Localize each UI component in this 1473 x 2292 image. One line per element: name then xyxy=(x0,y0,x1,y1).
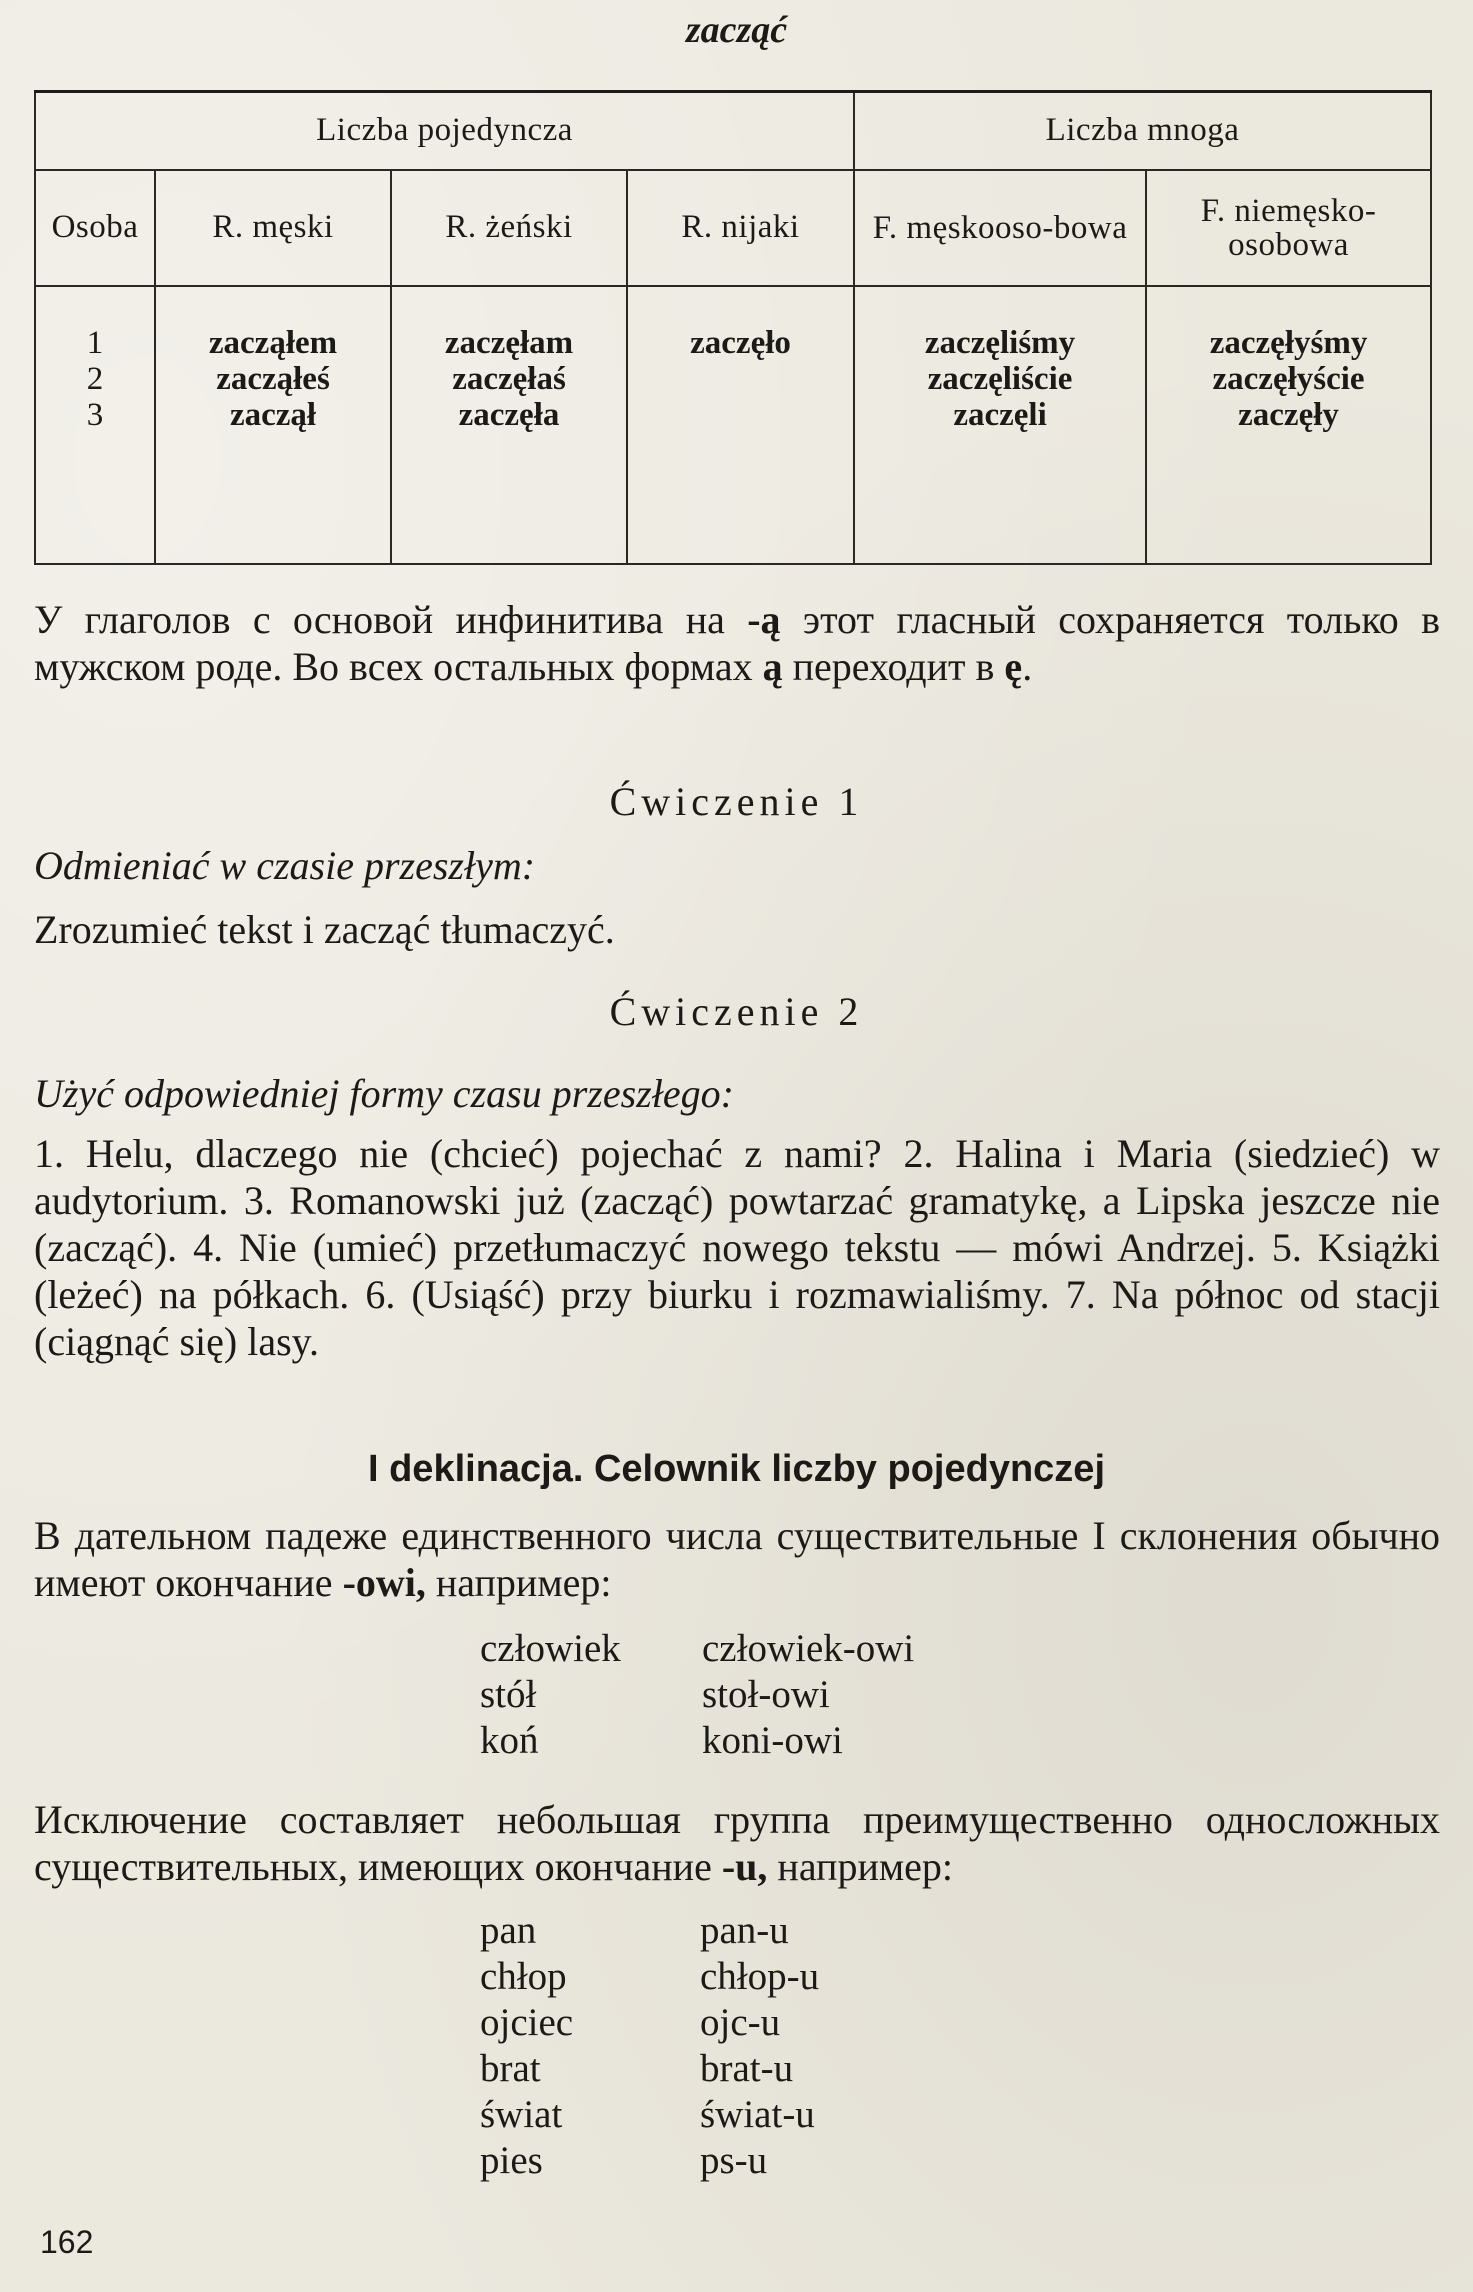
exercise-2-text: 1. Helu, dlaczego nie (chcieć) pojechać z nami? 2. Halina i Maria (siedzieć) w audytorium. 3. Romanowski już (zacząć) powtarzać gramatykę, a Lipska jeszcze nie (zacząć). 4. Nie (umieć) przetłumaczyć nowego tekstu — mówi Andrzej. 5. Książki (leżeć) na półkach. 6. (Usiąść) przy biurku i rozmawialiśmy. 7. Na północ od stacji (ciągnąć się) lasy. xyxy=(34,1131,1440,1364)
section-intro xyxy=(34,1512,1440,1606)
cell-masculine-personal-forms xyxy=(854,286,1146,564)
example-row xyxy=(480,2046,819,2092)
example-base: człowiek xyxy=(480,1627,621,1670)
rule-note-part2: этот гласный сохраняется только в мужском роде. Во всех остальных формах xyxy=(34,597,1440,689)
section-intro-ending: -owi, xyxy=(342,1560,426,1605)
header-feminine: R. żeński xyxy=(391,170,627,286)
person-3: 3 xyxy=(86,396,104,433)
form-masc-2: zacząłeś xyxy=(216,360,330,397)
exercise-1-instruction: Odmieniać w czasie przeszłym: xyxy=(34,843,536,888)
examples-owi xyxy=(480,1626,914,1764)
form-pl-mp-2: zaczęliście xyxy=(927,360,1073,397)
examples-u xyxy=(480,1908,819,2184)
header-neuter: R. nijaki xyxy=(627,170,854,286)
example-base: brat xyxy=(480,2047,541,2090)
exception-note xyxy=(34,1796,1440,1890)
section-intro-part2: например: xyxy=(425,1560,612,1605)
header-singular: Liczba pojedyncza xyxy=(35,92,854,170)
exception-part2: например: xyxy=(767,1844,954,1889)
example-row xyxy=(480,1672,914,1718)
cell-non-masculine-forms xyxy=(1146,286,1431,564)
header-masculine-personal-text: F. męskooso-bowa xyxy=(872,209,1128,246)
example-base: chłop xyxy=(480,1955,567,1998)
example-dative: koni-owi xyxy=(702,1719,843,1762)
header-masculine-personal xyxy=(854,170,1146,286)
form-pl-nm-2: zaczęłyście xyxy=(1212,360,1365,397)
exercise-1-title: Ćwiczenie 1 xyxy=(609,779,864,824)
example-dative: świat-u xyxy=(700,2093,815,2136)
person-1: 1 xyxy=(86,324,104,361)
form-pl-nm-1: zaczęłyśmy xyxy=(1209,324,1368,361)
example-base: pan xyxy=(480,1909,537,1952)
section-heading: I deklinacja. Celownik liczby pojedynczej xyxy=(367,1448,1105,1490)
example-base: świat xyxy=(480,2093,563,2136)
form-pl-mp-3: zaczęli xyxy=(953,396,1047,433)
cell-neuter-forms xyxy=(627,286,854,564)
page-number: 162 xyxy=(40,2224,94,2260)
form-pl-nm-3: zaczęły xyxy=(1238,396,1339,433)
example-base: stół xyxy=(480,1673,537,1716)
example-row xyxy=(480,1626,914,1672)
form-fem-3: zaczęła xyxy=(458,396,560,433)
header-non-masculine xyxy=(1146,170,1431,286)
example-dative: ojc-u xyxy=(700,2001,781,2044)
form-fem-2: zaczęłaś xyxy=(452,360,566,397)
form-neut-3: zaczęło xyxy=(690,324,791,361)
example-dative: stoł-owi xyxy=(702,1673,830,1716)
example-base: koń xyxy=(480,1719,539,1762)
rule-note-part1: У глаголов с основой инфинитива на xyxy=(34,597,748,642)
cell-feminine-forms xyxy=(391,286,627,564)
example-base: ojciec xyxy=(480,2001,574,2044)
rule-note xyxy=(34,596,1440,690)
cell-persons xyxy=(35,286,155,564)
example-dative: ps-u xyxy=(700,2139,768,2182)
exercise-2-title: Ćwiczenie 2 xyxy=(609,989,864,1034)
page-header-verb: zacząć xyxy=(685,9,788,51)
example-row xyxy=(480,2092,819,2138)
exception-part1: Исключение составляет небольшая группа преимущественно односложных существительных, имеющих окончание xyxy=(34,1797,1440,1889)
rule-note-part3: переходит в xyxy=(782,644,1005,689)
exercise-2-instruction: Użyć odpowiedniej formy czasu przeszłego: xyxy=(34,1071,734,1116)
exercise-1-text: Zrozumieć tekst i zacząć tłumaczyć. xyxy=(34,907,615,952)
rule-note-target: ę xyxy=(1004,644,1023,689)
header-person: Osoba xyxy=(35,170,155,286)
person-2: 2 xyxy=(86,360,104,397)
example-dative: pan-u xyxy=(700,1909,789,1952)
example-row xyxy=(480,2138,819,2184)
form-fem-1: zaczęłam xyxy=(444,324,574,361)
cell-masculine-forms xyxy=(155,286,391,564)
example-row xyxy=(480,2000,819,2046)
header-non-masculine-text: F. niemęsko-osobowa xyxy=(1200,192,1377,263)
example-base: pies xyxy=(480,2139,543,2182)
example-row xyxy=(480,1718,914,1764)
section-intro-part1: В дательном падеже единственного числа существительные I склонения обычно имеют окончание xyxy=(34,1513,1440,1605)
exception-ending: -u, xyxy=(721,1844,768,1889)
example-row xyxy=(480,1954,819,2000)
form-masc-1: zacząłem xyxy=(208,324,338,361)
header-masculine: R. męski xyxy=(155,170,391,286)
rule-note-vowel: ą xyxy=(762,644,783,689)
example-dative: człowiek-owi xyxy=(702,1627,915,1670)
form-pl-mp-1: zaczęliśmy xyxy=(924,324,1076,361)
example-row xyxy=(480,1908,819,1954)
header-plural: Liczba mnoga xyxy=(854,92,1431,170)
example-dative: brat-u xyxy=(700,2047,794,2090)
example-dative: chłop-u xyxy=(700,1955,820,1998)
conjugation-table xyxy=(34,90,1432,565)
rule-note-ending: -ą xyxy=(747,597,781,642)
rule-note-part4: . xyxy=(1022,644,1033,689)
form-masc-3: zaczął xyxy=(229,396,317,433)
